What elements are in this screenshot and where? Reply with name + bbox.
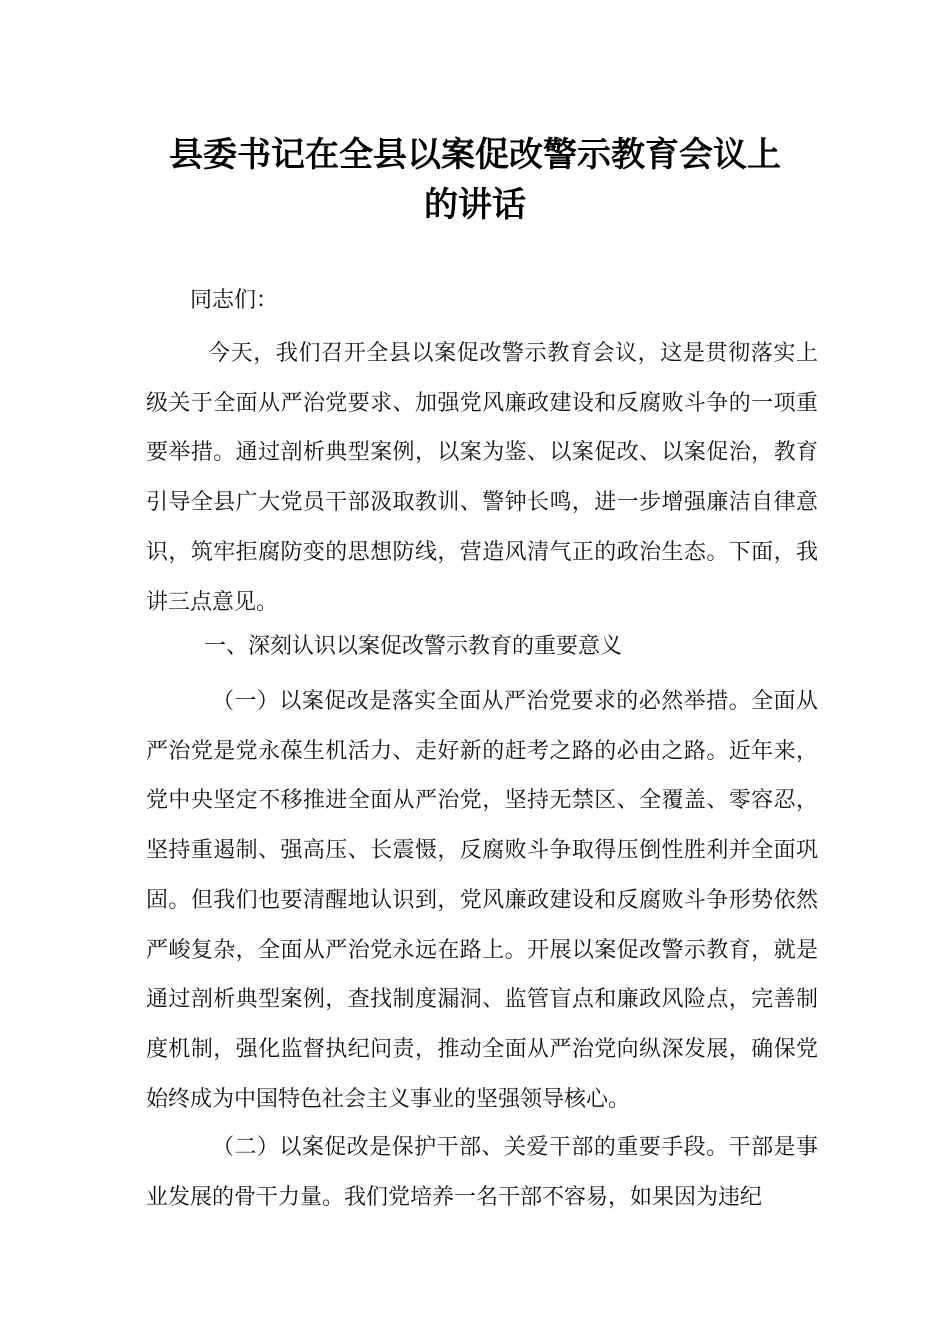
section-heading-1: 一、深刻认识以案促改警示教育的重要意义 (204, 634, 623, 659)
salutation: 同志们： (190, 288, 279, 313)
paragraph-section-1-1: （一）以案促改是落实全面从严治党要求的必然举措。全面从严治党是党永葆生机活力、走好新的赶考之路的必由之路。近年来，党中央坚定不移推进全面从严治党，坚持无禁区、全覆盖、零容忍，坚持重遏制、强高压、长震慑，反腐败斗争取得压倒性胜利并全面巩固。但我们也要清醒地认识到，党风廉政建设和反腐败斗争形势依然严峻复杂，全面从严治党永远在路上。开展以案促改警示教育，就是通过剖析典型案例，查找制度漏洞、监管盲点和廉政风险点，完善制度机制，强化监督执纪问责，推动全面从严治党向纵深发展，确保党始终成为中国特色社会主义事业的坚强领导核心。 (146, 689, 818, 1112)
document-title-line-2: 的讲话 (424, 185, 526, 225)
paragraph-intro: 今天，我们召开全县以案促改警示教育会议，这是贯彻落实上级关于全面从严治党要求、加强党风廉政建设和反腐败斗争的一项重要举措。通过剖析典型案例，以案为鉴、以案促改、以案促治，教育引导全县广大党员干部汲取教训、警钟长鸣，进一步增强廉洁自律意识，筑牢拒腐防变的思想防线，营造风清气正的政治生态。下面，我讲三点意见。 (146, 341, 818, 615)
document-title-line-1: 县委书记在全县以案促改警示教育会议上 (169, 135, 781, 175)
paragraph-section-1-2: （二）以案促改是保护干部、关爱干部的重要手段。干部是事业发展的骨干力量。我们党培养一名干部不容易，如果因为违纪 (146, 1135, 818, 1210)
